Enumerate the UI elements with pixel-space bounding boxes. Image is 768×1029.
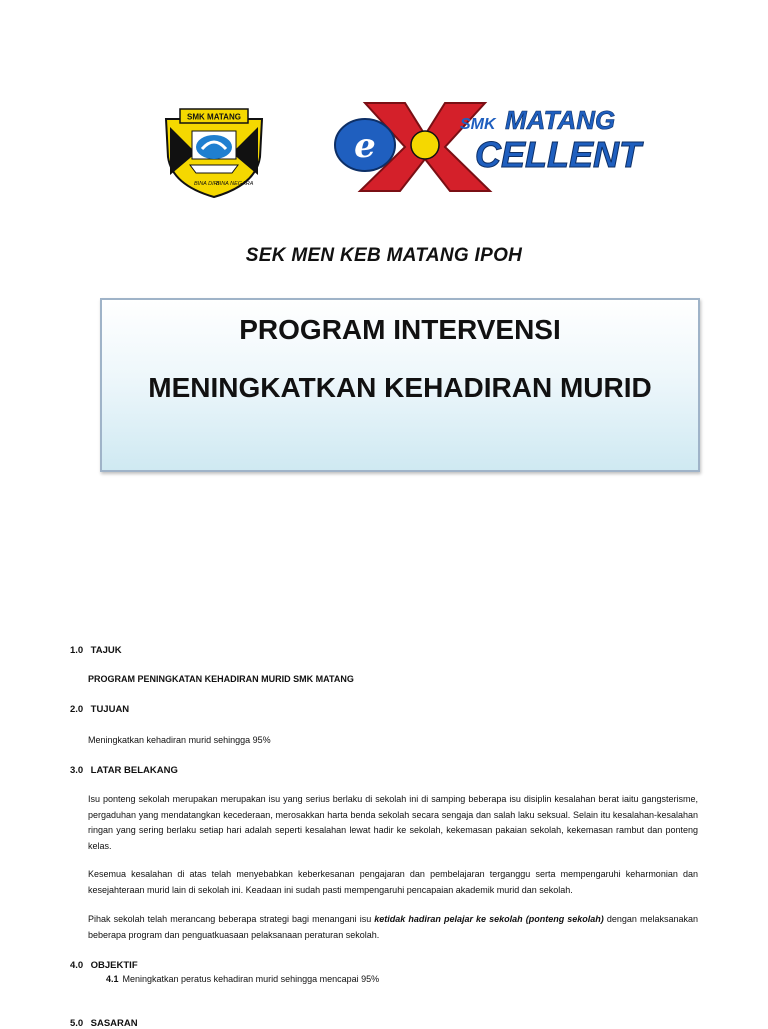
svg-text:e: e <box>354 126 376 166</box>
school-crest-logo <box>160 105 268 200</box>
banner-cellent-text: CELLENT <box>475 134 641 175</box>
section-2-heading: 2.0 TUJUAN <box>70 704 130 715</box>
title-box <box>100 298 700 472</box>
section-4-heading: 4.0 OBJEKTIF <box>70 960 138 971</box>
section-1-heading: 1.0 TAJUK <box>70 645 122 656</box>
title-line-1: PROGRAM INTERVENSI <box>239 314 561 345</box>
banner-matang-text: MATANG <box>505 105 616 135</box>
excellent-logo <box>325 95 645 195</box>
section-3-paragraph-1: Isu ponteng sekolah merupakan merupakan isu yang serius berlaku di sekolah ini di samping beberapa isu disiplin kesalahan berat iaitu gangsterisme, pergaduhan yang mendatangkan kecederaan, merosakkan harta benda sekolah secara sengaja dan salah laku seksual. Selain itu kesalahan-kesalahan ringan yang sering berlaku setiap hari adalah seperti kesalahan lewat hadir ke sekolah, kekemasan pakaian sekolah, kekemasan rambut dan ponteng kelas. <box>88 794 698 851</box>
section-4-item: 4.1 Meningkatkan peratus kehadiran murid sehingga mencapai 95% <box>106 974 380 984</box>
logo-area <box>0 95 768 205</box>
crest-motto-left: BINA DIRI <box>194 181 220 187</box>
section-2-text: Meningkatkan kehadiran murid sehingga 95% <box>88 735 271 745</box>
section-3-paragraph-3: Pihak sekolah telah merancang beberapa strategi bagi menangani isu ketidak hadiran pelajar ke sekolah (ponteng sekolah) dengan melaksanakan beberapa program dan penguatkuasaan pelaksanaan peraturan sekolah. <box>88 914 698 940</box>
section-3-paragraph-2: Kesemua kesalahan di atas telah menyebabkan keberkesanan pengajaran dan pembelajaran terganggu serta mempengaruhi keharmonian dan kesejahteraan murid lain di sekolah ini. Keadaan ini sudah pasti mempengaruhi pencapaian akademik murid dan sekolah. <box>88 869 698 895</box>
crest-top-text: SMK MATANG <box>187 112 241 122</box>
title-line-2: MENINGKATKAN KEHADIRAN MURID <box>148 372 652 403</box>
section-1-text: PROGRAM PENINGKATAN KEHADIRAN MURID SMK MATANG <box>88 674 354 684</box>
school-name: SEK MEN KEB MATANG IPOH <box>245 245 523 266</box>
emphasis-text: ketidak hadiran pelajar ke sekolah (ponteng sekolah) <box>374 914 604 924</box>
section-5-heading: 5.0 SASARAN <box>70 1018 138 1029</box>
section-3-heading: 3.0 LATAR BELAKANG <box>70 765 178 776</box>
crest-motto-right: BINA NEGARA <box>216 181 254 187</box>
banner-smk-text: SMK <box>460 116 496 133</box>
